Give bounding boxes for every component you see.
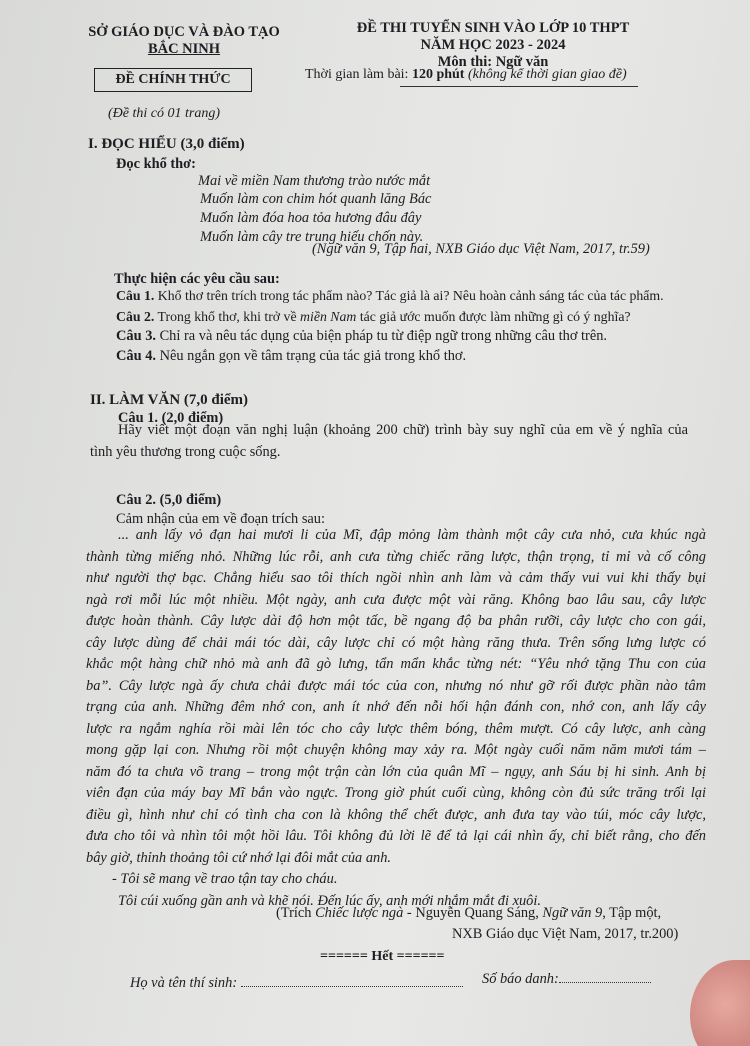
excerpt-line: khắc một hàng chữ nhỏ mà anh đã gò lưng, tẩn mẩn khắc từng nét: “Yêu nhớ tặng Thu con của <box>86 656 706 672</box>
poem-line: Muốn làm con chim hót quanh lăng Bác <box>200 191 432 207</box>
poem-source: (Ngữ văn 9, Tập hai, NXB Giáo dục Việt Nam, 2017, tr.59) <box>312 241 650 257</box>
exam-title: ĐỀ THI TUYỂN SINH VÀO LỚP 10 THPT <box>356 20 630 36</box>
time-value: 120 phút <box>411 67 465 82</box>
time-prefix: Thời gian làm bài: <box>305 67 412 82</box>
exam-title-block <box>348 20 638 71</box>
question-text: tác giả ước muốn được làm những gì có ý nghĩa? <box>356 309 631 324</box>
prompt-line: tình yêu thương trong cuộc sống. <box>90 443 281 460</box>
excerpt-line: năm đó ta chưa võ trang – trong một trận càn lớn của quân Mĩ – ngụy, anh Sáu bị hi sinh. Anh bị <box>86 763 706 780</box>
excerpt-line: như người thợ bạc. Chẳng hiểu sao tôi thích ngồi nhìn anh làm và cảm thấy vui vui khi thấy bụi <box>86 570 706 586</box>
end-mark: ====== Hết ====== <box>320 949 445 964</box>
section-1-title: I. ĐỌC HIỂU (3,0 điểm) <box>88 136 245 152</box>
question-2 <box>116 309 631 325</box>
question-1 <box>116 288 664 304</box>
excerpt-line: lược ra ngắm nghía rồi mài lên tóc cho cây lược thêm bóng, thêm mượt. Có cây lược, anh càng <box>86 720 706 737</box>
excerpt-line: ba”. Cây lược ngà ấy chưa chải được mái tóc của con, nhưng nó như gỡ rối được phần nào tâm <box>86 677 706 694</box>
excerpt-line: - Tôi sẽ mang về trao tận tay cho cháu. <box>112 871 338 887</box>
prompt-line: Hãy viết một đoạn văn nghị luận (khoảng 200 chữ) trình bày suy nghĩ của em về ý nghĩa của <box>118 422 688 438</box>
source-book: Ngữ văn 9 <box>542 905 603 921</box>
excerpt-line: được hoàn thành. Cây lược dài độ hơn một tấc, bề ngang độ ba phân rưỡi, cây lược cho con gái, <box>86 613 706 629</box>
story-excerpt <box>86 525 706 912</box>
question-text: Khổ thơ trên trích trong tác phẩm nào? Tác giả là ai? Nêu hoàn cảnh sáng tác của tác phẩm. <box>154 288 664 303</box>
excerpt-line: viên đạn của máy bay Mĩ bắn vào ngực. Trong giờ phút cuối cùng, không còn đủ sức trăng trối lại <box>86 785 706 801</box>
subject: Môn thi: Ngữ văn <box>437 54 549 70</box>
section-2-title: II. LÀM VĂN (7,0 điểm) <box>90 392 249 408</box>
department-header <box>84 24 284 58</box>
finger-photo-edge <box>690 960 750 1046</box>
essay-q2-intro: Cảm nhận của em về đoạn trích sau: <box>116 511 325 527</box>
candidate-id-label: Số báo danh: <box>482 971 559 987</box>
candidate-name-field <box>130 974 463 992</box>
question-text: Trong khổ thơ, khi trở về <box>154 309 301 324</box>
question-label: Câu 1. <box>116 288 155 303</box>
excerpt-line: ngà rơi mỗi lúc một nhiều. Một ngày, anh cưa được một vài răng. Không bao lâu sau, cây lược <box>86 591 706 608</box>
pages-note: (Đề thi có 01 trang) <box>108 106 220 121</box>
poem-line: Mai về miền Nam thương trào nước mắt <box>198 173 431 189</box>
essay-q1-label-text: Câu 1. (2,0 điểm) <box>118 410 224 426</box>
question-text: Nêu ngắn gọn về tâm trạng của tác giả trong khổ thơ. <box>155 348 467 364</box>
excerpt-line: trạng của anh. Những đêm nhớ con, anh ít nhớ đến nỗi hối hận đánh con, nhớ con, anh lấy cây <box>86 699 706 715</box>
question-text: Chỉ ra và nêu tác dụng của biện pháp tu từ điệp ngữ trong những câu thơ trên. <box>155 328 608 344</box>
time-note: (không kể thời gian giao đề) <box>464 67 627 82</box>
time-line <box>305 67 627 83</box>
source-text: - Nguyễn Quang Sáng, <box>403 905 543 921</box>
candidate-id-field <box>482 970 651 988</box>
excerpt-line: mong gặp lại con. Nhưng rồi một chuyện không may xảy ra. Một ngày cuối năm năm mươi tám – <box>86 742 706 758</box>
excerpt-line: Tôi cúi xuống gần anh và khẽ nói. Đến lúc ấy, anh mới nhắm mắt đi xuôi. <box>118 892 541 909</box>
province-name: BẮC NINH <box>147 41 221 57</box>
question-label: Câu 3. <box>116 328 156 344</box>
question-3 <box>116 328 607 345</box>
excerpt-line: ... anh lấy vỏ đạn hai mươi li của Mĩ, đập mỏng làm thành một cây cưa nhỏ, cưa khúc ngà <box>118 527 706 543</box>
essay-q2-label: Câu 2. (5,0 điểm) <box>116 492 222 508</box>
excerpt-line: điều gì, hình như chỉ có tình cha con là không thể chết được, anh đưa tay vào túi, móc cây lược, <box>86 806 706 823</box>
poem-intro: Đọc khổ thơ: <box>116 156 196 172</box>
excerpt-line: bây giờ, thỉnh thoảng tôi cứ nhớ lại đôi mắt của anh. <box>86 849 392 866</box>
department-name: SỞ GIÁO DỤC VÀ ĐÀO TẠO <box>88 24 280 40</box>
excerpt-source-1 <box>276 905 661 922</box>
candidate-name-blank <box>241 974 463 987</box>
question-text-italic: miền Nam <box>300 309 357 324</box>
poem-line: Muốn làm đóa hoa tỏa hương đâu đây <box>200 210 422 226</box>
excerpt-line: cây lược dùng để chải mái tóc dài, cây lược chỉ có một hàng răng thưa. Trên sống lưng lược có <box>86 634 706 651</box>
excerpt-line: thành từng miếng nhỏ. Những lúc rỗi, anh cưa từng chiếc răng lược, thận trọng, tỉ mỉ và cố công <box>86 548 706 565</box>
question-4 <box>116 348 466 365</box>
school-year: NĂM HỌC 2023 - 2024 <box>420 37 566 53</box>
task-heading: Thực hiện các yêu cầu sau: <box>114 271 280 287</box>
candidate-id-blank <box>559 970 651 983</box>
time-underline <box>400 86 638 87</box>
source-text: (Trích <box>276 905 316 921</box>
excerpt-source-2: NXB Giáo dục Việt Nam, 2017, tr.200) <box>452 926 679 942</box>
official-exam-box: ĐỀ CHÍNH THỨC <box>94 68 252 92</box>
question-label: Câu 4. <box>116 348 156 364</box>
poem-line: Muốn làm cây tre trung hiếu chốn này. <box>200 229 424 245</box>
excerpt-line: đưa cho tôi và nhìn tôi một hồi lâu. Tôi không đủ lời lẽ để tả lại cái nhìn ấy, chỉ biết rằng, cho đến <box>86 828 706 844</box>
source-title: Chiếc lược ngà <box>315 905 404 921</box>
source-text: , Tập một, <box>602 905 662 921</box>
candidate-name-label: Họ và tên thí sinh: <box>130 975 238 991</box>
question-label: Câu 2. <box>116 309 155 324</box>
essay-q1-prompt <box>90 420 688 463</box>
